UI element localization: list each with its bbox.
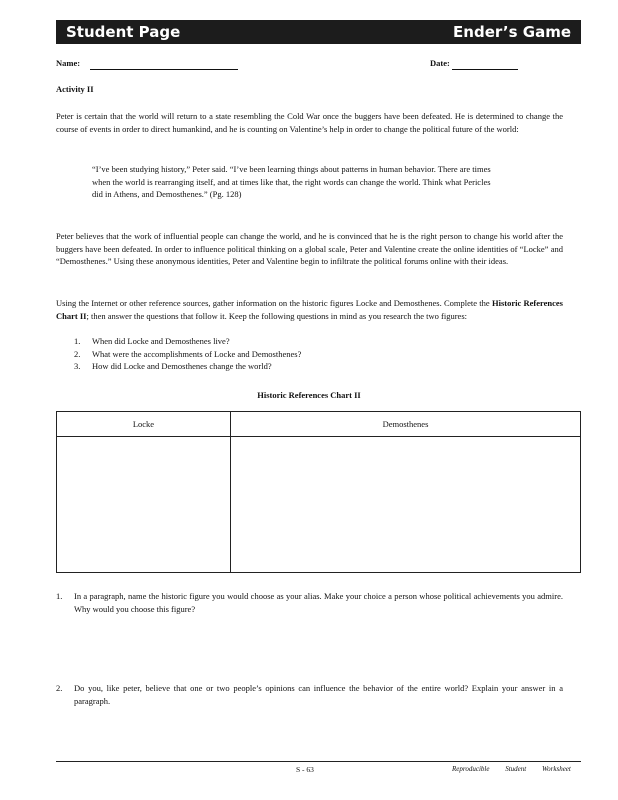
footer-divider <box>56 761 581 762</box>
list-item <box>74 335 474 348</box>
task-text: In a paragraph, name the historic figure you would choose as your alias. Make your choice a person whose political achievements you admire. Why would you choose this figure? <box>74 591 563 614</box>
research-questions <box>74 335 474 373</box>
locke-answer-cell[interactable] <box>57 437 231 573</box>
task-2 <box>56 682 563 707</box>
question-number: 1. <box>74 336 81 346</box>
chart-title: Historic References Chart II <box>257 390 361 400</box>
column-header-locke: Locke <box>57 412 231 437</box>
question-number: 2. <box>74 348 81 359</box>
question-text: When did Locke and Demosthenes live? <box>92 336 230 346</box>
task-1 <box>56 590 563 615</box>
demosthenes-answer-cell[interactable] <box>230 437 580 573</box>
task-number: 1. <box>56 591 63 601</box>
name-field[interactable] <box>56 57 238 70</box>
question-text: What were the accomplishments of Locke and Demosthenes? <box>92 348 302 359</box>
instructions-paragraph <box>56 297 563 322</box>
date-field[interactable] <box>430 57 518 70</box>
header-left-title: Student Page <box>66 23 181 41</box>
name-line[interactable] <box>90 60 238 70</box>
context-paragraph: Peter believes that the work of influential people can change the world, and he is convinced that he is the right person to change his world after the buggers have been defeated. In order to influence political thinking on a global scale, Peter and Valentine create the online identities of “Locke” and “Demosthenes.” Using these anonymous identities, Peter and Valentine begin to infiltrate the political forums online with their ideas. <box>56 231 563 266</box>
date-label: Date: <box>430 58 450 68</box>
date-line[interactable] <box>452 60 518 70</box>
book-quote: “I’ve been studying history,” Peter said. “I’ve been learning things about patterns in human behavior. There are times when the world is rearranging itself, and at times like that, the right words can change the world. Think what Pericles did in Athens, and Demosthenes.” (Pg. 128) <box>92 164 491 199</box>
activity-title: Activity II <box>56 84 94 94</box>
task-text: Do you, like peter, believe that one or two people’s opinions can influence the behavior of the entire world? Explain your answer in a paragraph. <box>74 683 563 706</box>
list-item <box>74 360 474 373</box>
historic-references-chart <box>56 411 581 573</box>
name-label: Name: <box>56 58 81 68</box>
page-number: S - 63 <box>296 765 314 774</box>
list-item <box>74 348 474 361</box>
footer-label: Reproducible Student Worksheet <box>452 765 571 773</box>
column-header-demosthenes: Demosthenes <box>230 412 580 437</box>
header-bar <box>56 20 581 44</box>
question-text: How did Locke and Demosthenes change the world? <box>92 361 272 371</box>
chart-reference: Historic References Chart II <box>56 298 563 321</box>
task-number: 2. <box>56 683 63 693</box>
header-right-title: Ender’s Game <box>453 23 571 41</box>
question-number: 3. <box>74 361 81 371</box>
instructions-text-a: Using the Internet or other reference sources, gather information on the historic figures Locke and Demosthenes. Complete the <box>56 298 492 308</box>
intro-paragraph: Peter is certain that the world will return to a state resembling the Cold War once the buggers have been defeated. He is determined to change the course of events in order to direct humankind, and he is counting on Valentine’s help in order to change the political future of the world: <box>56 111 563 134</box>
instructions-text-b: ; then answer the questions that follow it. Keep the following questions in mind as you research the two figures: <box>86 310 468 321</box>
